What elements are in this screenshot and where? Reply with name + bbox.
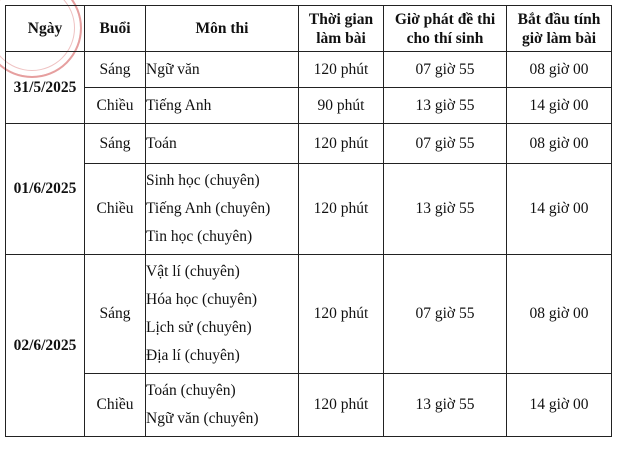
header-distribution [384, 6, 507, 52]
date-cell: 02/6/2025 [6, 255, 85, 437]
duration-cell: 120 phút [299, 374, 384, 437]
start-time-cell: 14 giờ 00 [507, 88, 612, 124]
duration-cell: 90 phút [299, 88, 384, 124]
duration-cell: 120 phút [299, 124, 384, 164]
subject-cell [146, 52, 299, 88]
header-date: Ngày [6, 6, 85, 52]
subject-item: Tiếng Anh (chuyên) [146, 200, 271, 217]
subject-cell [146, 124, 299, 164]
subject-item: Địa lí (chuyên) [146, 347, 240, 364]
header-distribution-line2: cho thí sinh [406, 29, 484, 47]
header-session: Buổi [85, 6, 146, 52]
duration-cell: 120 phút [299, 164, 384, 255]
header-start-line1: Bắt đầu tính [517, 10, 601, 28]
duration-cell: 120 phút [299, 255, 384, 374]
session-cell: Sáng [85, 52, 146, 88]
subject-item: Toán [146, 134, 177, 152]
subject-cell [146, 374, 299, 437]
header-duration-line2: làm bài [316, 29, 366, 47]
distribution-time-cell: 07 giờ 55 [384, 124, 507, 164]
subject-item: Hóa học (chuyên) [146, 291, 258, 308]
start-time-cell: 14 giờ 00 [507, 164, 612, 255]
subject-item: Lịch sử (chuyên) [146, 319, 252, 336]
table-row [6, 88, 612, 124]
header-start [507, 6, 612, 52]
header-duration-line1: Thời gian [308, 10, 374, 28]
subject-item: Tin học (chuyên) [146, 228, 253, 245]
distribution-time-cell: 13 giờ 55 [384, 164, 507, 255]
session-cell: Chiều [85, 88, 146, 124]
table-row [6, 374, 612, 437]
session-cell: Sáng [85, 124, 146, 164]
date-cell: 01/6/2025 [6, 124, 85, 255]
subject-item: Vật lí (chuyên) [146, 263, 240, 280]
session-cell: Chiều [85, 374, 146, 437]
start-time-cell: 08 giờ 00 [507, 255, 612, 374]
distribution-time-cell: 13 giờ 55 [384, 374, 507, 437]
subject-item: Ngữ văn (chuyên) [146, 410, 259, 427]
subject-item: Toán (chuyên) [146, 382, 236, 399]
exam-schedule-table [5, 5, 612, 437]
subject-item: Tiếng Anh [146, 96, 212, 114]
header-distribution-line1: Giờ phát đề thi [394, 10, 496, 28]
subject-cell [146, 88, 299, 124]
date-cell: 31/5/2025 [6, 52, 85, 124]
subject-item: Ngữ văn [146, 60, 200, 78]
table-header-row [6, 6, 612, 52]
subject-item: Sinh học (chuyên) [146, 172, 260, 189]
table-row [6, 255, 612, 374]
duration-cell: 120 phút [299, 52, 384, 88]
start-time-cell: 08 giờ 00 [507, 52, 612, 88]
table-row [6, 52, 612, 88]
distribution-time-cell: 07 giờ 55 [384, 52, 507, 88]
table-row [6, 124, 612, 164]
session-cell: Sáng [85, 255, 146, 374]
header-subject: Môn thi [146, 6, 299, 52]
distribution-time-cell: 13 giờ 55 [384, 88, 507, 124]
header-start-line2: giờ làm bài [521, 29, 597, 47]
table-row [6, 164, 612, 255]
subject-cell [146, 164, 299, 255]
start-time-cell: 14 giờ 00 [507, 374, 612, 437]
distribution-time-cell: 07 giờ 55 [384, 255, 507, 374]
start-time-cell: 08 giờ 00 [507, 124, 612, 164]
session-cell: Chiều [85, 164, 146, 255]
header-duration [299, 6, 384, 52]
subject-cell [146, 255, 299, 374]
